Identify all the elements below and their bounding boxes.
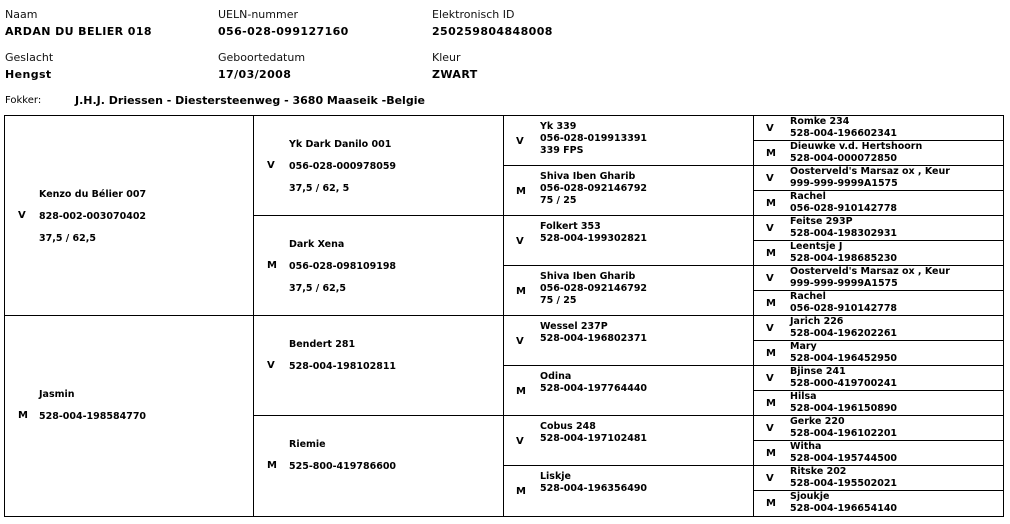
horse-id: 056-028-000978059 [289, 161, 397, 172]
horse-name: Jarich 226 [790, 316, 844, 327]
horse-id: 056-028-910142778 [790, 203, 898, 214]
horse-name: Riemie [289, 439, 326, 450]
pedigree-g3-7 [503, 465, 754, 517]
sex-marker: M [766, 348, 776, 359]
horse-name: Kenzo du Bélier 007 [39, 189, 147, 200]
pedigree-g2-2 [253, 315, 504, 416]
horse-id: 528-004-196654140 [790, 503, 898, 514]
horse-extra: 75 / 25 [540, 195, 577, 206]
sex-marker: V [516, 336, 524, 347]
pedigree-sire [4, 115, 254, 316]
horse-id: 525-800-419786600 [289, 461, 397, 472]
sex-marker: V [516, 236, 524, 247]
horse-name: Ritske 202 [790, 466, 847, 477]
pedigree-g4-0 [753, 115, 1004, 141]
sex-marker: M [766, 198, 776, 209]
fokker-value: J.H.J. Driessen - Diestersteenweg - 3680 Maaseik -Belgie [75, 94, 425, 107]
geslacht-value: Hengst [5, 68, 52, 81]
horse-id: 528-004-198102811 [289, 361, 397, 372]
horse-id: 528-004-198302931 [790, 228, 898, 239]
sex-marker: V [516, 136, 524, 147]
sex-marker: M [516, 286, 526, 297]
pedigree-g2-0 [253, 115, 504, 216]
horse-name: Liskje [540, 471, 571, 482]
sex-marker: V [267, 360, 275, 371]
horse-name: Gerke 220 [790, 416, 845, 427]
horse-id: 528-004-196202261 [790, 328, 898, 339]
sex-marker: V [766, 323, 774, 334]
horse-name: Dieuwke v.d. Hertshoorn [790, 141, 923, 152]
naam-value: ARDAN DU BELIER 018 [5, 25, 152, 38]
horse-id: 528-004-198584770 [39, 411, 147, 422]
horse-id: 528-004-196452950 [790, 353, 898, 364]
horse-id: 999-999-9999A1575 [790, 178, 898, 189]
sex-marker: M [516, 186, 526, 197]
horse-id: 528-004-196102201 [790, 428, 898, 439]
sex-marker: M [766, 448, 776, 459]
horse-id: 528-000-419700241 [790, 378, 898, 389]
horse-name: Hilsa [790, 391, 817, 402]
pedigree-g4-1 [753, 140, 1004, 166]
pedigree-g4-10 [753, 365, 1004, 391]
sex-marker: M [516, 486, 526, 497]
fokker-label: Fokker: [5, 95, 42, 106]
elektronisch-id-label: Elektronisch ID [432, 8, 515, 21]
pedigree-g4-11 [753, 390, 1004, 416]
pedigree-g4-5 [753, 240, 1004, 266]
horse-id: 528-004-196602341 [790, 128, 898, 139]
horse-id: 528-004-195744500 [790, 453, 898, 464]
sex-marker: V [766, 173, 774, 184]
sex-marker: V [766, 373, 774, 384]
horse-extra: 75 / 25 [540, 295, 577, 306]
pedigree-g4-12 [753, 415, 1004, 441]
pedigree-g3-4 [503, 315, 754, 366]
pedigree-g3-0 [503, 115, 754, 166]
horse-name: Mary [790, 341, 817, 352]
horse-id: 528-004-196150890 [790, 403, 898, 414]
pedigree-g4-4 [753, 215, 1004, 241]
ueln-value: 056-028-099127160 [218, 25, 349, 38]
pedigree-g3-6 [503, 415, 754, 466]
sex-marker: V [18, 210, 26, 221]
horse-extra [540, 495, 647, 507]
horse-name: Feitse 293P [790, 216, 853, 227]
sex-marker: M [267, 260, 277, 271]
sex-marker: M [766, 148, 776, 159]
pedigree-g4-3 [753, 190, 1004, 216]
horse-name: Oosterveld's Marsaz ox , Keur [790, 266, 950, 277]
horse-name: Bendert 281 [289, 339, 356, 350]
sex-marker: V [766, 273, 774, 284]
horse-extra: 339 FPS [540, 145, 584, 156]
pedigree-g2-1 [253, 215, 504, 316]
kleur-value: ZWART [432, 68, 478, 81]
sex-marker: M [766, 498, 776, 509]
pedigree-g3-2 [503, 215, 754, 266]
horse-name: Bjinse 241 [790, 366, 846, 377]
sex-marker: M [766, 398, 776, 409]
horse-extra: 37,5 / 62,5 [289, 283, 346, 294]
horse-extra [540, 445, 647, 457]
pedigree-g4-15 [753, 490, 1004, 517]
horse-extra [540, 395, 647, 407]
horse-name: Rachel [790, 191, 826, 202]
horse-extra: 37,5 / 62,5 [39, 233, 96, 244]
horse-id: 528-004-196356490 [540, 483, 648, 494]
kleur-label: Kleur [432, 51, 461, 64]
horse-name: Romke 234 [790, 116, 850, 127]
horse-name: Wessel 237P [540, 321, 608, 332]
pedigree-g4-6 [753, 265, 1004, 291]
horse-name: Cobus 248 [540, 421, 596, 432]
horse-id: 528-004-000072850 [790, 153, 898, 164]
sex-marker: M [267, 460, 277, 471]
sex-marker: V [766, 123, 774, 134]
sex-marker: V [766, 223, 774, 234]
pedigree-g3-5 [503, 365, 754, 416]
sex-marker: V [516, 436, 524, 447]
pedigree-g3-3 [503, 265, 754, 316]
horse-name: Oosterveld's Marsaz ox , Keur [790, 166, 950, 177]
sex-marker: M [18, 410, 28, 421]
pedigree-g4-13 [753, 440, 1004, 466]
naam-label: Naam [5, 8, 38, 21]
horse-id: 056-028-019913391 [540, 133, 648, 144]
pedigree-g3-1 [503, 165, 754, 216]
horse-name: Folkert 353 [540, 221, 601, 232]
horse-name: Odina [540, 371, 572, 382]
horse-extra [39, 428, 146, 450]
horse-id: 056-028-092146792 [540, 183, 648, 194]
horse-id: 999-999-9999A1575 [790, 278, 898, 289]
elektronisch-id-value: 250259804848008 [432, 25, 553, 38]
horse-name: Leentsje J [790, 241, 843, 252]
pedigree-g4-8 [753, 315, 1004, 341]
horse-name: Yk Dark Danilo 001 [289, 139, 392, 150]
horse-extra [289, 378, 396, 400]
horse-name: Witha [790, 441, 822, 452]
horse-extra [289, 478, 396, 500]
pedigree-table [4, 115, 1004, 517]
horse-id: 828-002-003070402 [39, 211, 147, 222]
horse-id: 528-004-197102481 [540, 433, 648, 444]
pedigree-g4-14 [753, 465, 1004, 491]
sex-marker: M [766, 298, 776, 309]
horse-id: 056-028-092146792 [540, 283, 648, 294]
pedigree-g4-7 [753, 290, 1004, 316]
horse-extra [540, 245, 647, 257]
horse-name: Sjoukje [790, 491, 830, 502]
pedigree-dam [4, 315, 254, 517]
sex-marker: V [766, 423, 774, 434]
horse-id: 528-004-198685230 [790, 253, 898, 264]
pedigree-g4-2 [753, 165, 1004, 191]
geslacht-label: Geslacht [5, 51, 54, 64]
horse-id: 056-028-098109198 [289, 261, 397, 272]
pedigree-g4-9 [753, 340, 1004, 366]
geboortedatum-value: 17/03/2008 [218, 68, 292, 81]
horse-name: Shiva Iben Gharib [540, 271, 636, 282]
sex-marker: M [766, 248, 776, 259]
horse-name: Jasmin [39, 389, 75, 400]
pedigree-g2-3 [253, 415, 504, 517]
horse-name: Rachel [790, 291, 826, 302]
horse-id: 528-004-196802371 [540, 333, 648, 344]
horse-extra [540, 345, 647, 357]
sex-marker: V [766, 473, 774, 484]
ueln-label: UELN-nummer [218, 8, 298, 21]
sex-marker: M [516, 386, 526, 397]
horse-name: Yk 339 [540, 121, 577, 132]
horse-id: 528-004-199302821 [540, 233, 648, 244]
horse-name: Dark Xena [289, 239, 345, 250]
geboortedatum-label: Geboortedatum [218, 51, 306, 64]
horse-name: Shiva Iben Gharib [540, 171, 636, 182]
horse-id: 528-004-197764440 [540, 383, 648, 394]
horse-extra: 37,5 / 62, 5 [289, 183, 350, 194]
horse-id: 056-028-910142778 [790, 303, 898, 314]
horse-id: 528-004-195502021 [790, 478, 898, 489]
sex-marker: V [267, 160, 275, 171]
